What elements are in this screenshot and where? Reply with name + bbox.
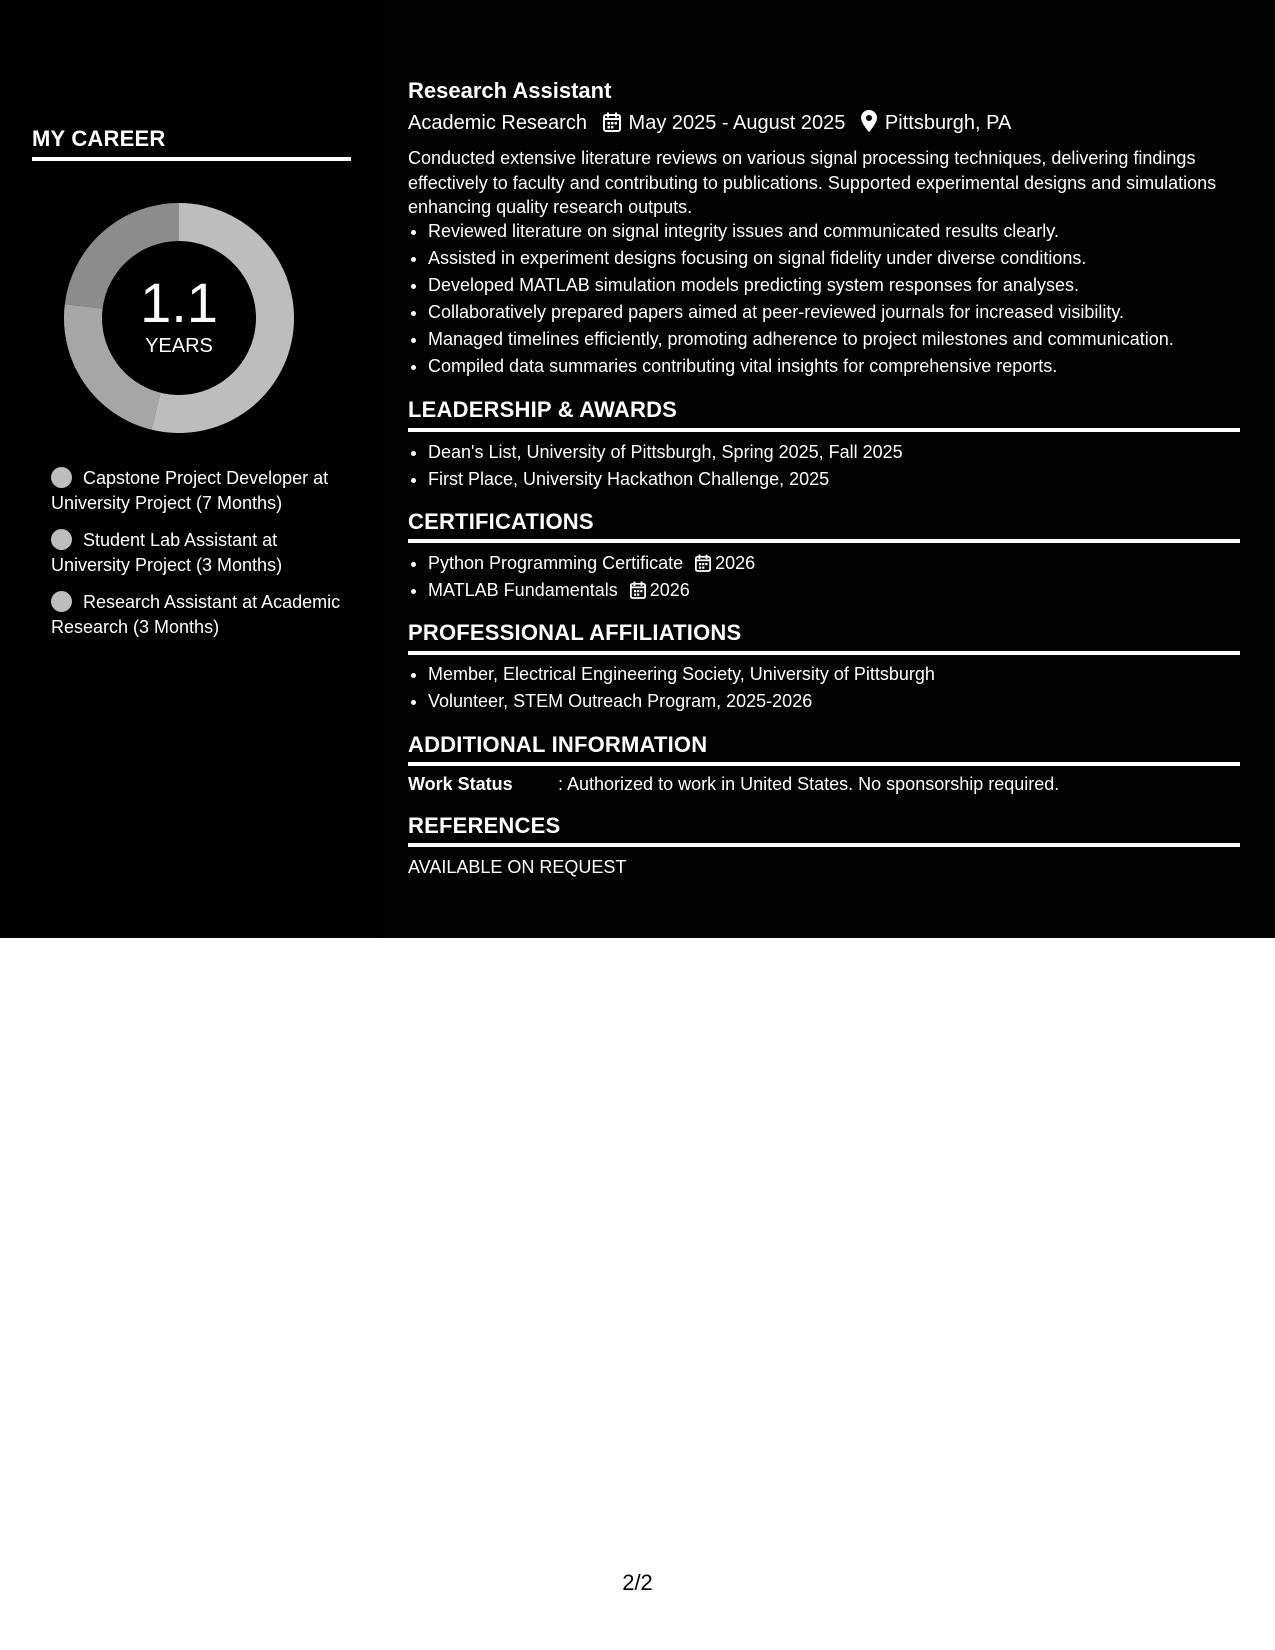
job-summary: Conducted extensive literature reviews on various signal processing techniques, delivering findings effectively to faculty and contributing to publications. Supported experimental designs and simulations enhancing quality research outputs. (408, 148, 1217, 217)
list-item: • Member, Electrical Engineering Society, University of Pittsburgh (428, 661, 1240, 688)
list-item: • First Place, University Hackathon Challenge, 2025 (428, 466, 1240, 493)
references-text: AVAILABLE ON REQUEST (408, 857, 627, 877)
certification-name: Python Programming Certificate (428, 553, 684, 573)
timeline-item-text: Student Lab Assistant at University Project (3 Months) (51, 530, 283, 575)
section-divider (408, 539, 1240, 543)
experience-years-value: 1.1 (140, 271, 218, 334)
section-divider (32, 157, 351, 161)
section-divider (408, 651, 1240, 655)
location-pin-icon (861, 110, 877, 138)
timeline-dot-icon (51, 529, 72, 550)
section-divider (408, 843, 1240, 847)
career-timeline (51, 466, 351, 652)
timeline-dot-icon (51, 467, 72, 488)
list-item: • Compiled data summaries contributing vital insights for comprehensive reports. (428, 353, 1240, 380)
timeline-item-text: Research Assistant at Academic Research (3 Months) (51, 592, 341, 637)
additional-info-section-title: ADDITIONAL INFORMATION (408, 732, 708, 757)
timeline-item (51, 528, 351, 578)
list-item: • Reviewed literature on signal integrity issues and communicated results clearly. (428, 218, 1240, 245)
timeline-item-text: Capstone Project Developer at University Project (7 Months) (51, 468, 329, 513)
calendar-icon (630, 581, 646, 599)
list-item: • Developed MATLAB simulation models predicting system responses for analyses. (428, 272, 1240, 299)
work-status-label: Work Status (408, 774, 513, 794)
work-status-row (408, 774, 1240, 795)
job-bullets (408, 218, 1240, 380)
experience-donut-chart (64, 203, 294, 433)
leadership-list (408, 439, 1240, 493)
certification-date (695, 550, 755, 577)
list-item: • Managed timelines efficiently, promoting adherence to project milestones and communication. (428, 326, 1240, 353)
calendar-icon (695, 554, 711, 572)
job-title: Research Assistant (408, 78, 612, 103)
calendar-icon (603, 112, 621, 138)
leadership-section-title: LEADERSHIP & AWARDS (408, 397, 678, 422)
list-item: • Volunteer, STEM Outreach Program, 2025-2026 (428, 688, 1240, 715)
list-item (428, 550, 1240, 577)
job-location: Pittsburgh, PA (884, 112, 1012, 134)
list-item: • Collaboratively prepared papers aimed at peer-reviewed journals for increased visibility. (428, 299, 1240, 326)
certification-name: MATLAB Fundamentals (428, 580, 618, 600)
list-item: • Assisted in experiment designs focusing on signal fidelity under diverse conditions. (428, 245, 1240, 272)
certifications-list (408, 550, 1240, 604)
certification-year: 2026 (715, 553, 756, 573)
certifications-section-title: CERTIFICATIONS (408, 509, 594, 534)
job-company: Academic Research (408, 112, 587, 134)
affiliations-section-title: PROFESSIONAL AFFILIATIONS (408, 620, 742, 645)
list-item: • Dean's List, University of Pittsburgh, Spring 2025, Fall 2025 (428, 439, 1240, 466)
list-item (428, 577, 1240, 604)
job-meta (408, 110, 1240, 138)
certification-year: 2026 (649, 580, 690, 600)
affiliations-list (408, 661, 1240, 715)
section-divider (408, 762, 1240, 766)
certification-date (630, 577, 690, 604)
references-section-title: REFERENCES (408, 813, 561, 838)
sidebar (0, 0, 382, 938)
job-dates: May 2025 - August 2025 (628, 112, 846, 134)
timeline-dot-icon (51, 591, 72, 612)
timeline-item (51, 590, 351, 640)
timeline-item (51, 466, 351, 516)
page-number: 2/2 (622, 1570, 653, 1595)
section-divider (408, 428, 1240, 432)
career-section-title: MY CAREER (32, 126, 166, 151)
experience-years-unit: YEARS (145, 335, 213, 357)
work-status-value: : Authorized to work in United States. No sponsorship required. (558, 774, 1060, 794)
